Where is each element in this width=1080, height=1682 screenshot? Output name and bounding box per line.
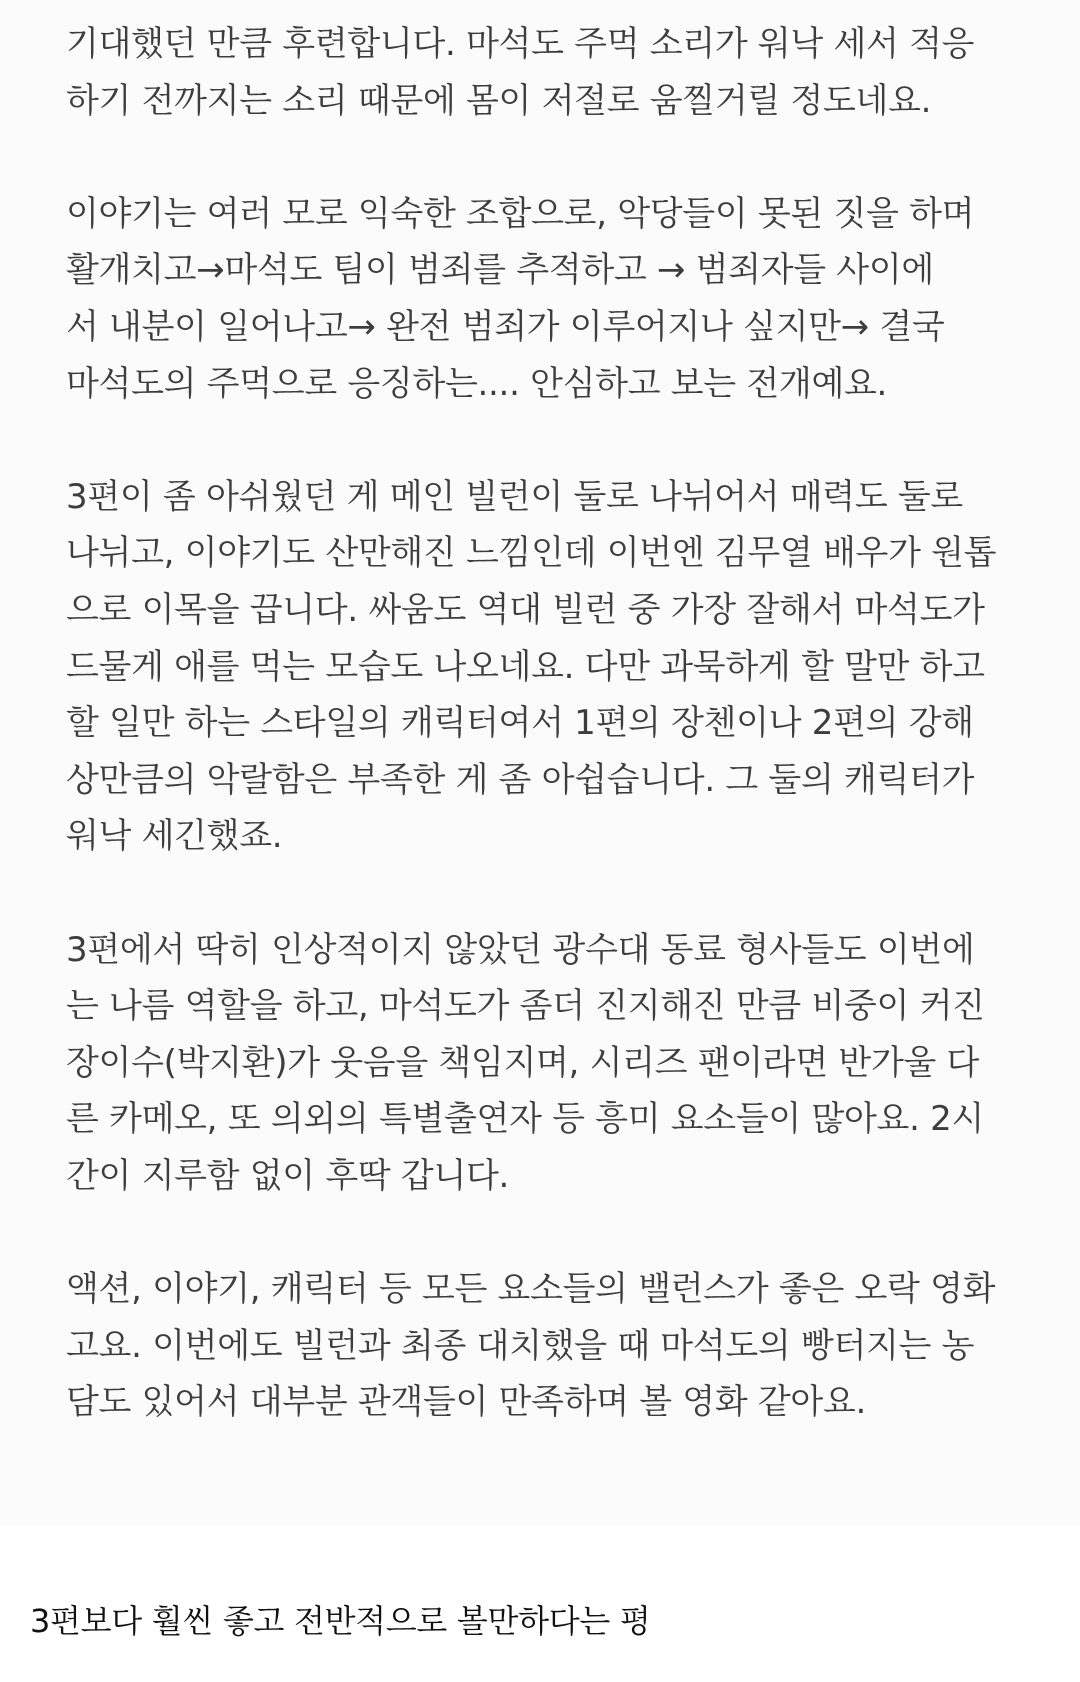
text-line: 드물게 애를 먹는 모습도 나오네요. 다만 과묵하게 할 말만 하고 (66, 646, 985, 687)
text-line: 나뉘고, 이야기도 산만해진 느낌인데 이번엔 김무열 배우가 원톱 (66, 533, 997, 574)
review-paragraph-2 (66, 186, 1056, 412)
text-line: 하기 전까지는 소리 때문에 몸이 저절로 움찔거릴 정도네요. (66, 80, 932, 121)
review-paragraph-3 (66, 469, 1056, 865)
review-article (66, 16, 1056, 1487)
text-line: 간이 지루함 없이 후딱 갑니다. (66, 1155, 510, 1196)
text-line: 3편이 좀 아쉬웠던 게 메인 빌런이 둘로 나뉘어서 매력도 둘로 (66, 476, 963, 517)
review-paragraph-1 (66, 16, 1056, 129)
text-line: 으로 이목을 끕니다. 싸움도 역대 빌런 중 가장 잘해서 마석도가 (66, 589, 985, 630)
text-line: 장이수(박지환)가 웃음을 책임지며, 시리즈 팬이라면 반가울 다 (66, 1042, 980, 1083)
post-caption: 3편보다 훨씬 좋고 전반적으로 볼만하다는 평 (30, 1602, 651, 1640)
text-line: 활개치고→마석도 팀이 범죄를 추적하고 → 범죄자들 사이에 (66, 250, 934, 291)
text-line: 른 카메오, 또 의외의 특별출연자 등 흥미 요소들이 많아요. 2시 (66, 1099, 984, 1140)
text-line: 고요. 이번에도 빌런과 최종 대치했을 때 마석도의 빵터지는 농 (66, 1325, 975, 1366)
text-line: 마석도의 주먹으로 응징하는.... 안심하고 보는 전개예요. (66, 363, 888, 404)
text-line: 서 내분이 일어나고→ 완전 범죄가 이루어지나 싶지만→ 결국 (66, 306, 945, 347)
review-paragraph-5 (66, 1261, 1056, 1431)
text-line: 담도 있어서 대부분 관객들이 만족하며 볼 영화 같아요. (66, 1382, 867, 1423)
text-line: 이야기는 여러 모로 익숙한 조합으로, 악당들이 못된 짓을 하며 (66, 193, 975, 234)
text-line: 3편에서 딱히 인상적이지 않았던 광수대 동료 형사들도 이번에 (66, 929, 975, 970)
text-line: 는 나름 역할을 하고, 마석도가 좀더 진지해진 만큼 비중이 커진 (66, 986, 985, 1027)
text-line: 액션, 이야기, 캐릭터 등 모든 요소들의 밸런스가 좋은 오락 영화 (66, 1269, 996, 1310)
text-line: 할 일만 하는 스타일의 캐릭터여서 1편의 장첸이나 2편의 강해 (66, 703, 974, 744)
text-line: 상만큼의 악랄함은 부족한 게 좀 아쉽습니다. 그 둘의 캐릭터가 (66, 759, 975, 800)
text-line: 워낙 세긴했죠. (66, 816, 283, 857)
text-line: 기대했던 만큼 후련합니다. 마석도 주먹 소리가 워낙 세서 적응 (66, 24, 975, 64)
review-paragraph-4 (66, 922, 1056, 1205)
